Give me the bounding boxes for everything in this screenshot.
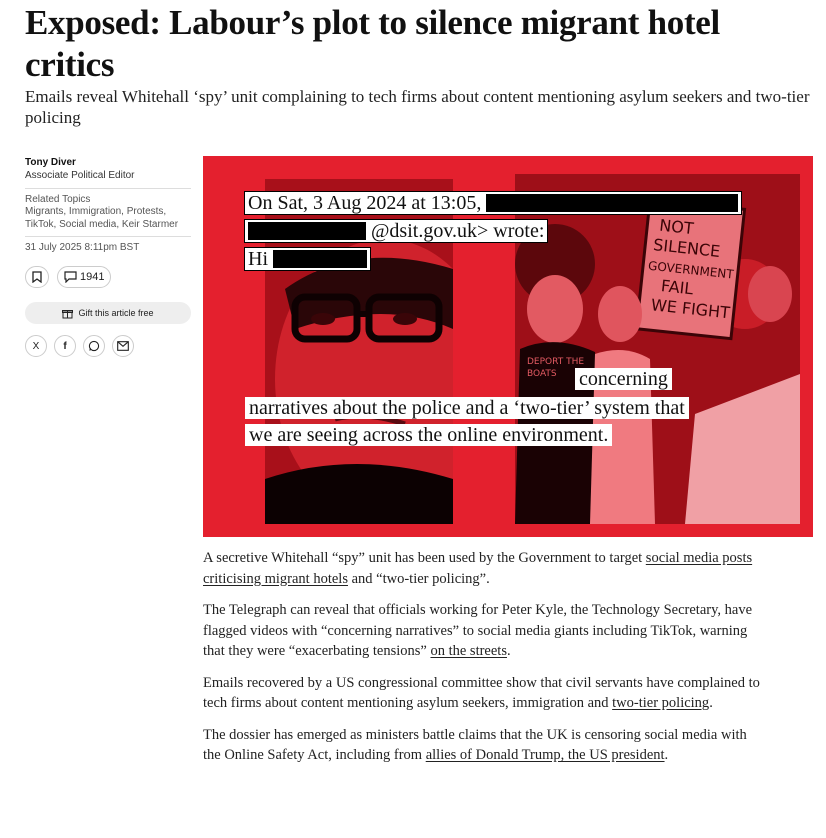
- email-quote-line-3: Hi: [245, 248, 370, 270]
- facebook-icon: f: [63, 340, 67, 352]
- svg-text:SILENCE: SILENCE: [652, 235, 722, 262]
- share-facebook-button[interactable]: [54, 335, 76, 357]
- related-topics-label: Related Topics: [25, 194, 91, 205]
- gift-icon: [62, 308, 73, 319]
- protest-sign-text: NOT: [658, 215, 695, 239]
- quote-line-2: narratives about the police and a ‘two-tier’ system that: [245, 397, 689, 419]
- inline-link[interactable]: on the streets: [430, 643, 507, 659]
- whatsapp-icon: [88, 340, 100, 352]
- x-icon: X: [32, 340, 40, 352]
- bookmark-icon: [32, 271, 42, 283]
- comment-count: 1941: [80, 271, 105, 283]
- divider: [25, 188, 191, 189]
- author-name[interactable]: Tony Diver: [25, 157, 76, 168]
- topic-link[interactable]: Migrants: [25, 206, 64, 217]
- email-quote-line-1: On Sat, 3 Aug 2024 at 13:05,: [245, 192, 741, 214]
- gift-label: Gift this article free: [78, 308, 154, 318]
- hero-image: [203, 156, 813, 537]
- svg-text:GOVERNMENT: GOVERNMENT: [647, 258, 735, 282]
- share-buttons: [25, 335, 191, 357]
- topic-link[interactable]: Immigration: [68, 206, 122, 217]
- body-paragraph: Emails recovered by a US congressional committee show that civil servants have complained to tech firms about content mentioning asylum seekers, immigration and two-tier policing.: [203, 674, 760, 711]
- email-icon: [117, 341, 129, 351]
- redaction-bar: [248, 222, 366, 240]
- article-sidebar: [25, 156, 191, 357]
- topic-link[interactable]: Keir Starmer: [121, 218, 179, 230]
- related-topics: Migrants, Immigration, Protests, TikTok, Social media, Keir Starmer: [25, 206, 179, 230]
- share-whatsapp-button[interactable]: [83, 335, 105, 357]
- gift-article-button[interactable]: [25, 302, 191, 324]
- share-email-button[interactable]: [112, 335, 134, 357]
- topic-link[interactable]: TikTok: [25, 218, 54, 230]
- redaction-bar: [273, 250, 367, 268]
- article-standfirst: Emails reveal Whitehall ‘spy’ unit complaining to tech firms about content mentioning asylum seekers and two-tier policing: [25, 87, 810, 127]
- comment-icon: [64, 271, 77, 283]
- inline-link[interactable]: two-tier policing: [612, 695, 710, 711]
- protest-scene: [515, 174, 800, 524]
- article-headline: Exposed: Labour’s plot to silence migrant hotel critics: [25, 3, 720, 84]
- quote-line-1: concerning: [575, 368, 672, 390]
- body-paragraph: The Telegraph can reveal that officials working for Peter Kyle, the Technology Secretary, have flagged videos with “concerning narratives” to social media giants including TikTok, warning that they were “exacerbating tensions” on the streets.: [203, 602, 753, 659]
- share-x-button[interactable]: [25, 335, 47, 357]
- publish-date: 31 July 2025 8:11pm BST: [25, 242, 140, 253]
- author-role: Associate Political Editor: [25, 170, 135, 181]
- inline-link[interactable]: allies of Donald Trump, the US president: [425, 747, 665, 763]
- inline-link[interactable]: social media posts criticising migrant hotels: [203, 550, 753, 587]
- bookmark-button[interactable]: [25, 266, 49, 288]
- divider: [25, 236, 191, 237]
- article-actions: [25, 266, 191, 288]
- svg-text:BOATS: BOATS: [527, 369, 557, 379]
- redaction-bar: [486, 194, 738, 212]
- svg-text:WE FIGHT: WE FIGHT: [650, 295, 731, 323]
- protest-shirt-text: DEPORT THE: [527, 357, 585, 367]
- comments-button[interactable]: [57, 266, 111, 288]
- hero-photo-protest: [515, 174, 800, 524]
- body-paragraph: The dossier has emerged as ministers battle claims that the UK is censoring social media with the Online Safety Act, including from allies of Donald Trump, the US president.: [203, 726, 747, 763]
- body-paragraph: A secretive Whitehall “spy” unit has been used by the Government to target social media posts criticising migrant hotels and “two-tier policing”.: [203, 550, 753, 587]
- topic-link[interactable]: Social media: [59, 218, 117, 230]
- quote-line-3: we are seeing across the online environment.: [245, 424, 612, 446]
- article-body: [203, 548, 763, 777]
- topic-link[interactable]: Protests: [126, 206, 164, 217]
- email-quote-line-2: @dsit.gov.uk> wrote:: [245, 220, 547, 242]
- svg-text:FAIL: FAIL: [660, 276, 695, 299]
